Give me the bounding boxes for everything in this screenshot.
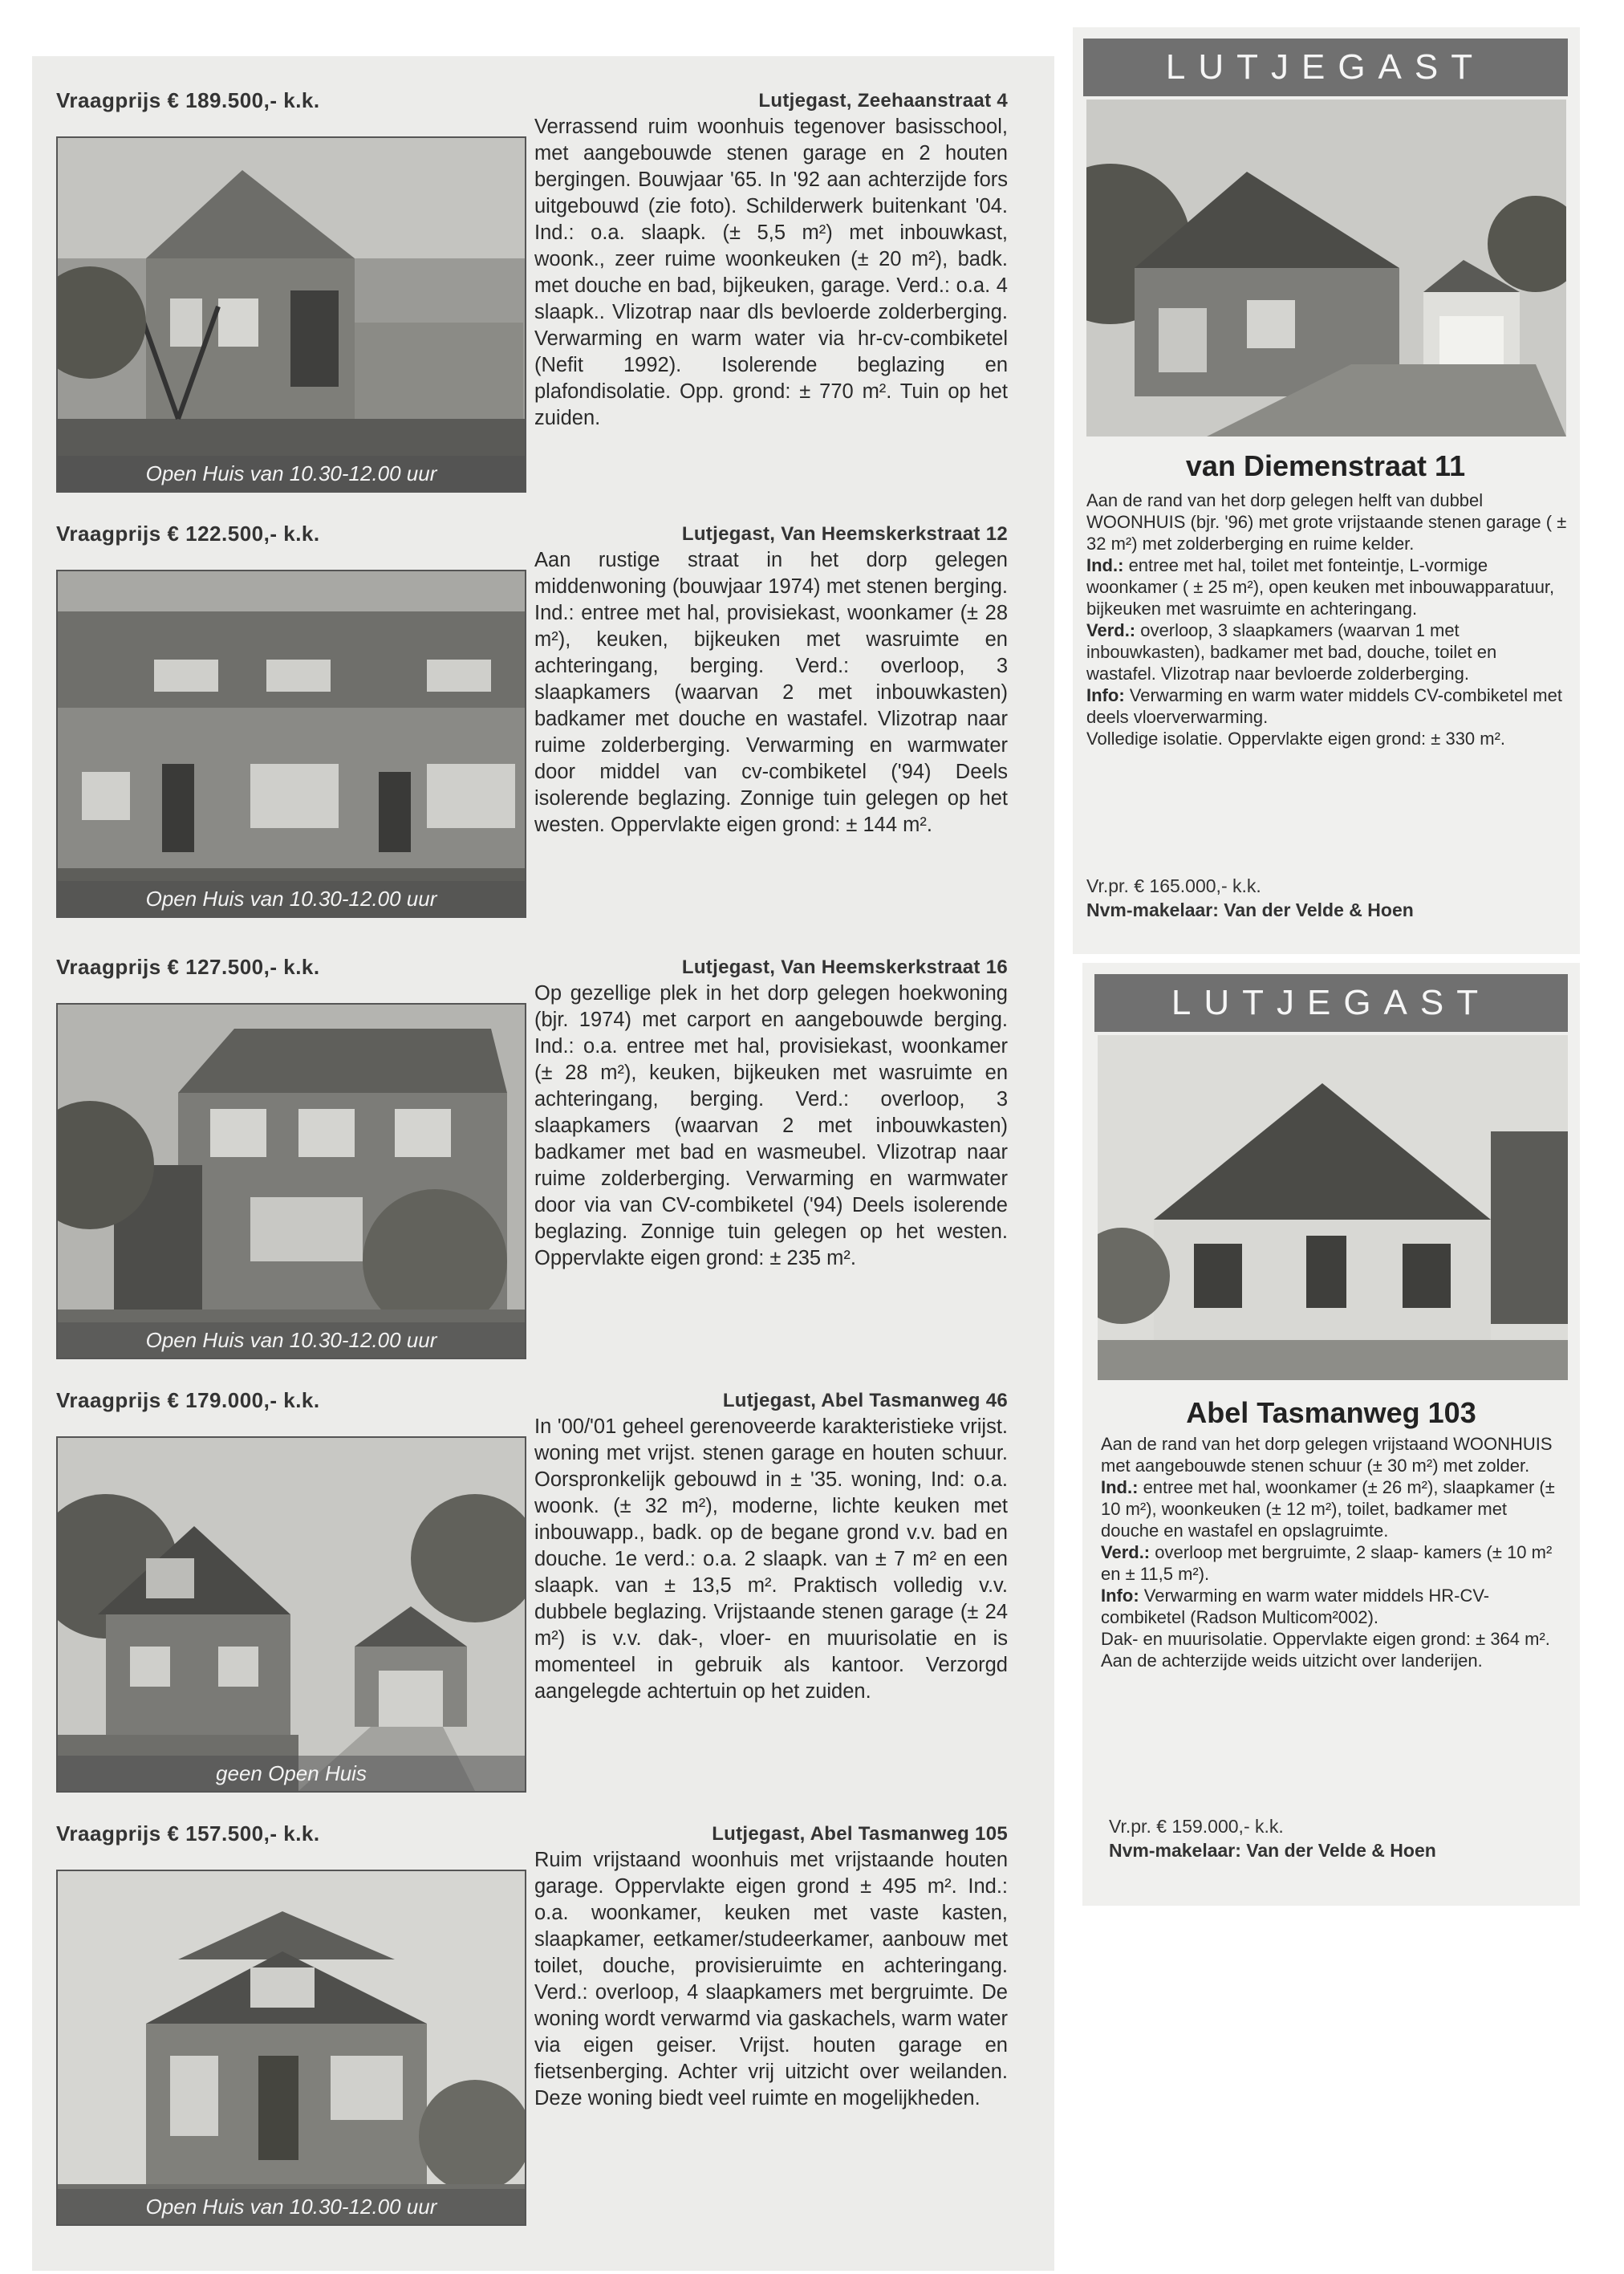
listing-price: Vraagprijs € 122.500,- k.k. <box>56 522 320 546</box>
open-house-caption: Open Huis van 10.30-12.00 uur <box>58 881 525 916</box>
listing-photo <box>56 1870 526 2226</box>
info-label: Info: <box>1086 685 1125 705</box>
open-house-caption: Open Huis van 10.30-12.00 uur <box>58 2189 525 2224</box>
ad-description <box>1086 489 1568 749</box>
listing-price: Vraagprijs € 189.500,- k.k. <box>56 88 320 112</box>
listing-title: Lutjegast, Zeehaanstraat 4 <box>758 90 1008 112</box>
listing-price: Vraagprijs € 157.500,- k.k. <box>56 1821 320 1846</box>
listing-description: Ruim vrijstaand woonhuis met vrijstaande houten garage. Oppervlakte eigen grond ± 495 m². Ind.: o.a. woonkamer, keuken met vaste kasten, slaapkamer, eetkamer/studeerkamer, aanbouw met toilet, douche, provisieruimte en achteringang. Verd.: overloop, 4 slaapkamers met bergruimte. De woning wordt verwarmd via gaskachels, warm water via eigen geiser. Vrijst. houten garage en fietsenberging. Achter vrij uitzicht over weilanden. Deze woning biedt veel ruimte en mogelijkheden. <box>534 1849 1008 2110</box>
ad-intro: Aan de rand van het dorp gelegen helft van dubbel WOONHUIS (bjr. '96) met grote vrijstaande stenen garage ( ± 32 m²) met zolderberging en ruime kelder. <box>1086 490 1567 554</box>
ad-banner: LUTJEGAST <box>1094 974 1568 1032</box>
listing-description: In '00/'01 geheel gerenoveerde karakteristieke vrijst. woning met vrijst. stenen garage en houten schuur. Oorspronkelijk gebouwd in ± '35. woning, Ind: o.a. woonk. (± 32 m²), moderne, lichte keuken met inbouwapp., badk. op de begane grond v.v. bad en douche. 1e verd.: o.a. 2 slaapk. van ± 7 m² en een slaapk. van ± 13,5 m². Praktisch volledig v.v. dubbele beglazing. Vrijstaande stenen garage (± 24 m²) is v.v. dak-, vloer- en muurisolatie en is momenteel in gebruik als kantoor. Verzorgd aangelegde achtertuin op het zuiden. <box>534 1415 1008 1703</box>
ad-price: Vr.pr. € 165.000,- k.k. <box>1086 875 1261 896</box>
open-house-caption: geen Open Huis <box>58 1756 525 1791</box>
open-house-caption: Open Huis van 10.30-12.00 uur <box>58 1322 525 1358</box>
open-house-caption: Open Huis van 10.30-12.00 uur <box>58 456 525 491</box>
ad-ind: entree met hal, toilet met fonteintje, L-vormige woonkamer ( ± 25 m²), open keuken met inbouwapparatuur, bijkeuken met wasruimte en achteringang. <box>1086 555 1555 619</box>
listing-title: Lutjegast, Van Heemskerkstraat 12 <box>681 523 1008 545</box>
ad-extra: Dak- en muurisolatie. Oppervlakte eigen grond: ± 364 m². Aan de achterzijde weids uitzicht over landerijen. <box>1101 1629 1550 1671</box>
info-label: Info: <box>1101 1586 1139 1606</box>
listing-title: Lutjegast, Van Heemskerkstraat 16 <box>681 956 1008 978</box>
ad-info: Verwarming en warm water middels CV-combiketel met deels vloerverwarming. <box>1086 685 1562 727</box>
ind-label: Ind.: <box>1086 555 1124 575</box>
ad-description <box>1101 1433 1568 1671</box>
ad-price: Vr.pr. € 159.000,- k.k. <box>1109 1816 1284 1837</box>
listing-title: Lutjegast, Abel Tasmanweg 46 <box>722 1390 1008 1411</box>
ad-verd: overloop, 3 slaapkamers (waarvan 1 met inbouwkasten), badkamer met bad, douche, toilet en wastafel. Vlizotrap naar bevloerde zolderberging. <box>1086 620 1497 684</box>
listing-photo <box>56 136 526 493</box>
listing-photo <box>56 1436 526 1793</box>
ad-extra: Volledige isolatie. Oppervlakte eigen grond: ± 330 m². <box>1086 729 1506 749</box>
ad-agent: Nvm-makelaar: Van der Velde & Hoen <box>1109 1840 1436 1861</box>
listing-description: Op gezellige plek in het dorp gelegen hoekwoning (bjr. 1974) met carport en aangebouwde berging. Ind.: o.a. entree met hal, provisiekast, woonkamer (± 28 m²), keuken, bijkeuken met wasruimte en achteringang, berging. Verd.: overloop, 3 slaapkamers (waarvan 2 met inbouwkasten) badkamer met bad en wasmeubel. Vlizotrap naar ruime zolderberging. Verwarming en warmwater door via van CV-combiketel ('94) Deels isolerende beglazing. Zonnige tuin gelegen op het westen. Oppervlakte eigen grond: ± 235 m². <box>534 982 1008 1269</box>
verd-label: Verd.: <box>1086 620 1136 640</box>
listing-description: Aan rustige straat in het dorp gelegen middenwoning (bouwjaar 1974) met stenen berging. Ind.: entree met hal, provisiekast, woonkamer (± 28 m²), keuken, bijkeuken met wasruimte en achteringang, berging. Verd.: overloop, 3 slaapkamers (waarvan 2 met inbouwkasten) badkamer met douche en wastafel. Vlizotrap naar ruime zolderberging. Verwarming en warmwater door middel van cv-combiketel ('94) Deels isolerende beglazing. Zonnige tuin gelegen op het westen. Oppervlakte eigen grond: ± 144 m². <box>534 549 1008 836</box>
ad-verd: overloop met bergruimte, 2 slaap- kamers (± 10 m² en ± 11,5 m²). <box>1101 1542 1553 1584</box>
listing-price: Vraagprijs € 179.000,- k.k. <box>56 1388 320 1412</box>
listing-photo <box>56 1003 526 1359</box>
ad-intro: Aan de rand van het dorp gelegen vrijstaand WOONHUIS met aangebouwde stenen schuur (± 30 m²) met zolder. <box>1101 1434 1553 1476</box>
listing-title: Lutjegast, Abel Tasmanweg 105 <box>712 1823 1008 1845</box>
listing-description: Verrassend ruim woonhuis tegenover basisschool, met aangebouwde stenen garage en 2 houten bergingen. Bouwjaar '65. In '92 aan achterzijde fors uitgebouwd (zie foto). Schilderwerk buitenkant '04. Ind.: o.a. slaapk. (± 5,5 m²) met inbouwkast, woonk., zeer ruime woonkeuken (± 20 m²), badk. met douche en bad, bijkeuken, garage. Verd.: o.a. 4 slaapk.. Vlizotrap naar dls bevloerde zolderberging. Verwarming en warm water via hr-cv-combiketel (Nefit 1992). Isolerende beglazing en plafondisolatie. Opp. grond: ± 770 m². Tuin op het zuiden. <box>534 116 1008 429</box>
ad-agent: Nvm-makelaar: Van der Velde & Hoen <box>1086 899 1414 920</box>
listing-price: Vraagprijs € 127.500,- k.k. <box>56 955 320 979</box>
ad-title: van Diemenstraat 11 <box>1185 449 1466 482</box>
ind-label: Ind.: <box>1101 1477 1139 1497</box>
ad-info: Verwarming en warm water middels HR-CV-combiketel (Radson Multicom²002). <box>1101 1586 1490 1627</box>
listing-photo <box>56 570 526 918</box>
ad-ind: entree met hal, woonkamer (± 26 m²), slaapkamer (± 10 m²), woonkeuken (± 12 m²), toilet, badkamer met douche en wastafel en opslagruimte. <box>1101 1477 1555 1541</box>
verd-label: Verd.: <box>1101 1542 1151 1562</box>
ad-photo <box>1086 99 1566 437</box>
ad-banner: LUTJEGAST <box>1083 39 1568 96</box>
ad-title: Abel Tasmanweg 103 <box>1186 1396 1476 1429</box>
ad-photo <box>1098 1035 1568 1380</box>
